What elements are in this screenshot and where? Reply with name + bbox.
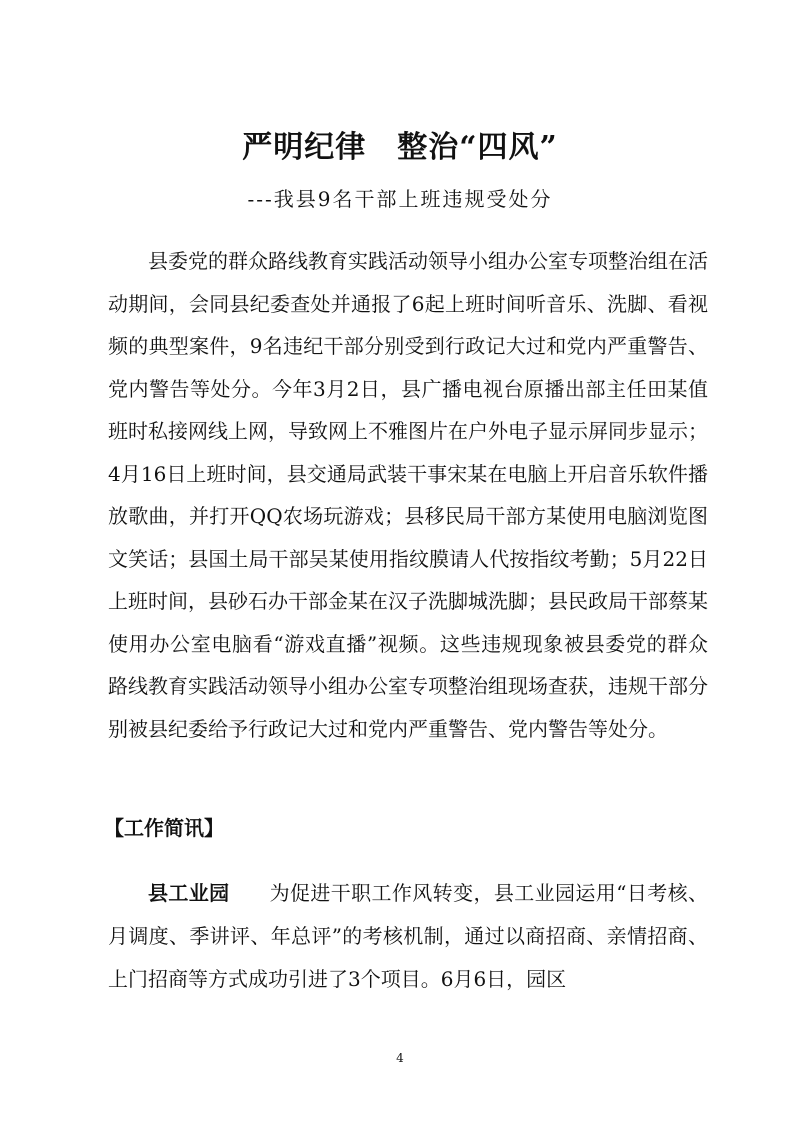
document-title: 严明纪律 整治“四风” [242,130,558,165]
news-item-lead: 县工业园 [148,881,230,905]
page-number: 4 [396,1051,404,1065]
news-item [108,872,708,1001]
section-header: 【工作简讯】 [104,816,224,840]
document-subtitle: ---我县9名干部上班违规受处分 [247,187,553,211]
news-item-text: 为促进干职工作风转变，县工业园运用“日考核、月调度、季讲评、年总评”的考核机制，通过以商招商、亲情招商、上门招商等方式成功引进了3个项目。6月6日，园区 [108,881,708,991]
body-paragraph: 县委党的群众路线教育实践活动领导小组办公室专项整治组在活动期间，会同县纪委查处并通报了6起上班时间听音乐、洗脚、看视频的典型案件，9名违纪干部分别受到行政记大过和党内严重警告、党内警告等处分。今年3月2日，县广播电视台原播出部主任田某值班时私接网线上网，导致网上不雅图片在户外电子显示屏同步显示；4月16日上班时间，县交通局武装干事宋某在电脑上开启音乐软件播放歌曲，并打开QQ农场玩游戏；县移民局干部方某使用电脑浏览图文笑话；县国土局干部吴某使用指纹膜请人代按指纹考勤；5月22日上班时间，县砂石办干部金某在汉子洗脚城洗脚；县民政局干部蔡某使用办公室电脑看“游戏直播”视频。这些违规现象被县委党的群众路线教育实践活动领导小组办公室专项整治组现场查获，违规干部分别被县纪委给予行政记大过和党内严重警告、党内警告等处分。 [108,249,708,741]
